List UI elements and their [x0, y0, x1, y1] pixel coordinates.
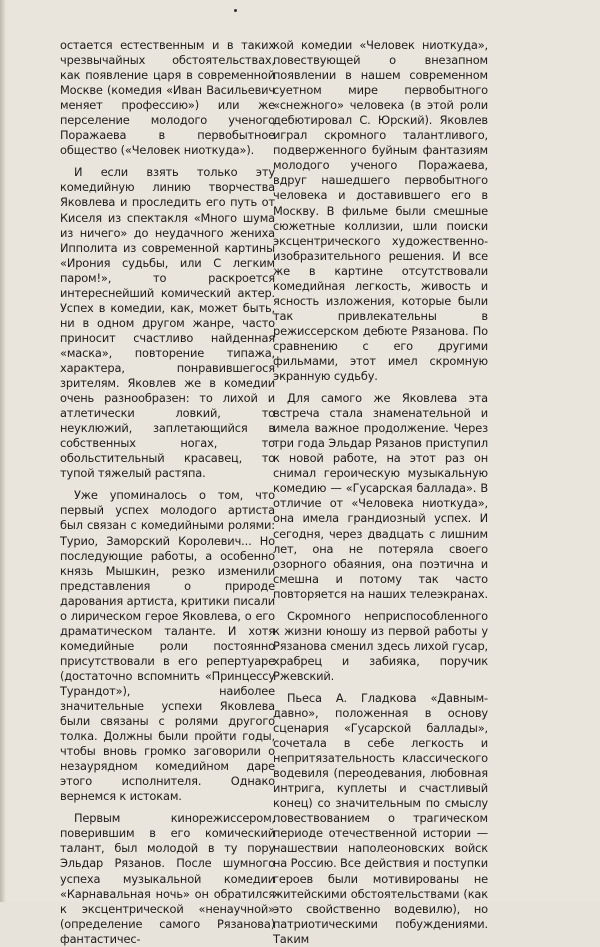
page-marker-dot — [234, 9, 237, 12]
right-paragraph-1: кой комедии «Человек ниоткуда», повествующей о внезапном появлении в нашем современном суетном мире первобытного «снежного» человека (в этой роли дебютировал С. Юрский). Яковлев играл скромного талантливого, подверженного буйным фантазиям молодого ученого Поражаева, вдруг нашедшего первобытного человека и доставившего его в Москву. В фильме были смешные сюжетные коллизии, шли поиски эксцентрического художественно-изобразительного решения. И все же в картине отсутствовали комедийная легкость, живость и ясность изложения, которые были так привлекательны в режиссерском дебюте Рязанова. По сравнению с его другими фильмами, этот имел скромную экранную судьбу. — [273, 38, 488, 384]
right-paragraph-2: Для самого же Яковлева эта встреча стала знаменательной и имела важное продолжение. Через три года Эльдар Рязанов приступил к новой работе, на этот раз он снимал героическую музыкальную комедию — «Гусарская баллада». В отличие от «Человека ниоткуда», она имела грандиозный успех. И сегодня, через двадцать с лишним лет, она не потеряла своего озорного обаяния, она поэтична и смешна и потому так часто повторяется на наших телеэкранах. — [273, 391, 488, 601]
left-paragraph-2: И если взять только эту комедийную линию творчества Яковлева и проследить его путь от Киселя из спектакля «Много шума из ничего» до неудачного жениха Ипполита из современной картины «Ирония судьбы, или С легким паром!», то раскроется интереснейший комический актер. Успех в комедии, как, может быть, ни в одном другом жанре, часто приносит счастливо найденная «маска», повторение типажа, характера, понравившегося зрителям. Яковлев же в комедии очень разнообразен: то лихой и атлетически ловкий, то неуклюжий, заплетающийся в собственных ногах, то обольстительный красавец, то тупой тяжелый растяпа. — [60, 165, 275, 481]
left-paragraph-1: остается естественным и в таких чрезвычайных обстоятельствах, как появление царя в современной Москве (комедия «Иван Васильевич меняет профессию») или же перселение молодого ученого Поражаева в первобытное общество («Человек ниоткуда»). — [60, 38, 275, 158]
left-paragraph-3: Уже упоминалось о том, что первый успех молодого артиста был связан с комедийными ролями: Турио, Заморский Королевич... Но последующие работы, а особенно князь Мышкин, резко изменили представления о природе дарования артиста, критики писали о лирическом герое Яковлева, о его драматическом таланте. И хотя комедийные роли постоянно присутствовали в его репертуаре (достаточно вспомнить «Принцессу Турандот»), наиболее значительные успехи Яковлева были связаны с ролями другого толка. Должны были пройти годы, чтобы вновь громко заговорили о незаурядном комедийном даре этого исполнителя. Однако вернемся к истокам. — [60, 488, 275, 804]
left-column — [60, 38, 275, 947]
right-paragraph-3: Скромного неприспособленного к жизни юношу из первой работы у Рязанова сменил здесь лихой гусар, храбрец и забияка, поручик Ржевский. — [273, 608, 488, 683]
left-paragraph-4: Первым кинорежиссером, поверившим в его комический талант, был молодой в ту пору Эльдар Рязанов. После шумного успеха музыкальной комедии «Карнавальная ночь» он обратился к эксцентрической «ненаучной» (определение самого Рязанова) фантастичес- — [60, 811, 275, 946]
right-paragraph-4: Пьеса А. Гладкова «Давным-давно», положенная в основу сценария «Гусарской баллады», сочетала в себе легкость и непритязательность классического водевиля (переодевания, любовная интрига, куплеты и счастливый конец) со значительным по смыслу повествованием о трагическом периоде отечественной истории — нашествии наполеоновских войск на Россию. Все действия и поступки героев были мотивированы не житейскими обстоятельствами (как это свойственно водевилю), но патриотическими побуждениями. Таким — [273, 690, 488, 946]
page-edge — [0, 0, 6, 902]
right-column — [273, 38, 488, 947]
